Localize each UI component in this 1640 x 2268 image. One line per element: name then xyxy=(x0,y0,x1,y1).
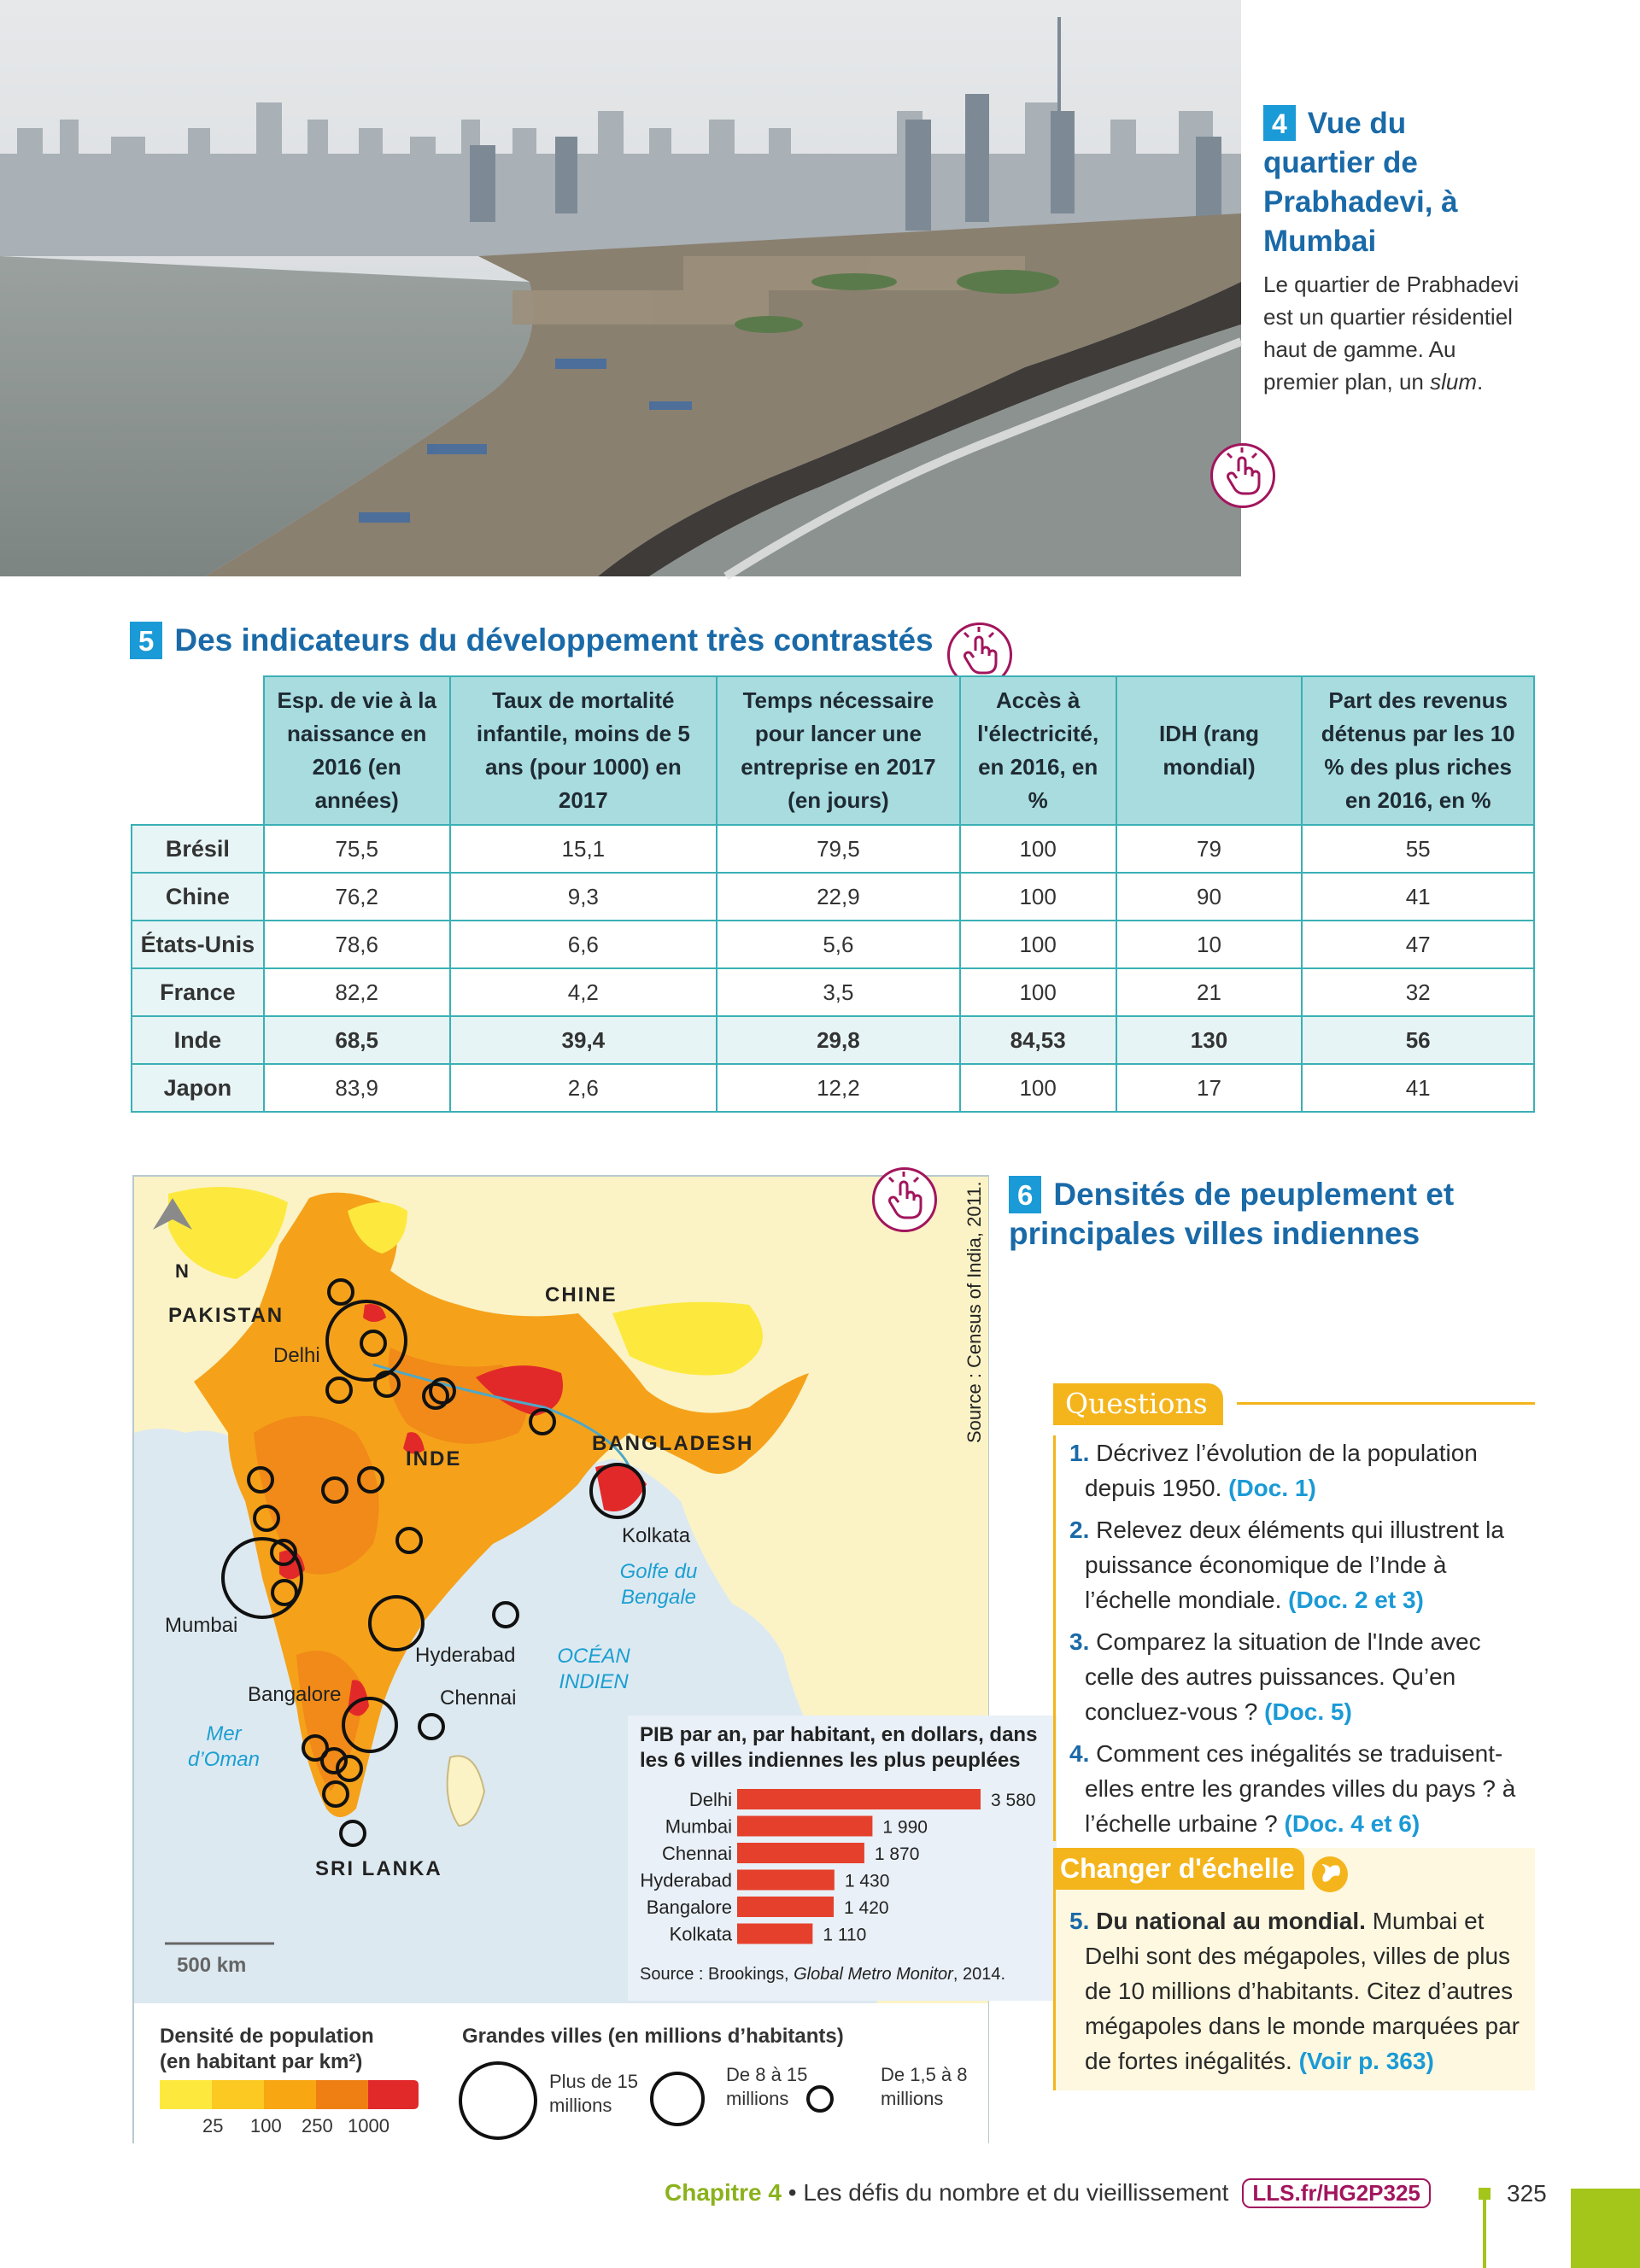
bar-value-label: 1 420 xyxy=(844,1898,889,1918)
questions-list xyxy=(1053,1435,1535,1841)
north-label: N xyxy=(175,1260,190,1282)
country-cell: France xyxy=(132,968,264,1016)
doc6-number: 6 xyxy=(1009,1176,1041,1213)
question-item: 3. Comparez la situation de l'Inde avec celle des autres puissances. Qu’en concluez-vous ? (Doc. 5) xyxy=(1069,1628,1481,1725)
table-cell: 3,5 xyxy=(717,968,960,1016)
country-cell: Chine xyxy=(132,873,264,921)
table-cell: 9,3 xyxy=(450,873,717,921)
gdp-bar-chart xyxy=(628,1784,1057,1963)
sea-label-oman: Mer d’Oman xyxy=(187,1722,261,1771)
table-cell: 6,6 xyxy=(450,921,717,968)
density-tick: 250 xyxy=(302,2115,333,2136)
bar-value-label: 1 870 xyxy=(874,1844,920,1864)
questions-divider xyxy=(1237,1402,1535,1405)
indicators-table xyxy=(131,675,1535,1113)
column-header: Temps nécessaire pour lancer une entreprise en 2017 (en jours) xyxy=(717,676,960,825)
legend-city-medium: De 8 à 15 millions xyxy=(726,2064,808,2109)
table-cell: 78,6 xyxy=(264,921,450,968)
country-cell: Inde xyxy=(132,1016,264,1064)
table-cell: 4,2 xyxy=(450,968,717,1016)
footer-separator: • xyxy=(781,2179,804,2206)
legend-city-small: De 1,5 à 8 millions xyxy=(881,2064,968,2109)
table-cell: 82,2 xyxy=(264,968,450,1016)
doc5-title: Des indicateurs du développement très contrastés xyxy=(174,623,934,658)
questions-panel xyxy=(1053,1383,1535,2090)
table-cell: 75,5 xyxy=(264,825,450,873)
legend-density-title: Densité de population (en habitant par km²) xyxy=(160,2025,374,2073)
map-legend xyxy=(134,2003,988,2144)
question-item: 5. Du national au mondial. Mumbai et Delhi sont des mégapoles, villes de plus de 10 millions d’habitants. Citez d’autres mégapoles dans le monde marquées par de fortes inégalités. (Voir p. 363) xyxy=(1069,1907,1520,2074)
sea-label-bengal: Golfe du Bengale xyxy=(619,1560,698,1609)
table-cell: 17 xyxy=(1116,1064,1303,1112)
table-cell: 39,4 xyxy=(450,1016,717,1064)
table-cell: 2,6 xyxy=(450,1064,717,1112)
page-footer xyxy=(665,2178,1431,2208)
table-cell: 100 xyxy=(960,873,1116,921)
table-cell: 100 xyxy=(960,1064,1116,1112)
table-cell: 84,53 xyxy=(960,1016,1116,1064)
bar-category-label: Bangalore xyxy=(646,1897,732,1918)
table-cell: 32 xyxy=(1302,968,1534,1016)
mumbai-photo xyxy=(0,0,1241,576)
table-row xyxy=(132,968,1534,1016)
density-swatch-3 xyxy=(264,2080,316,2109)
doc4-block xyxy=(1263,104,1520,398)
doc6-title: Densités de peuplement et principales villes indiennes xyxy=(1009,1177,1455,1251)
table-cell: 130 xyxy=(1116,1016,1303,1064)
table-cell: 22,9 xyxy=(717,873,960,921)
table-corner xyxy=(132,676,264,825)
questions-tab: Questions xyxy=(1053,1383,1223,1425)
country-label-pakistan: PAKISTAN xyxy=(168,1304,284,1327)
city-label-hyderabad: Hyderabad xyxy=(415,1644,516,1667)
country-cell: États-Unis xyxy=(132,921,264,968)
density-swatch-2 xyxy=(212,2080,264,2109)
table-cell: 100 xyxy=(960,921,1116,968)
doc-reference[interactable]: (Doc. 1) xyxy=(1228,1475,1316,1501)
density-tick: 1000 xyxy=(348,2115,390,2136)
gdp-bar xyxy=(737,1789,981,1809)
footer-marker xyxy=(1479,2188,1491,2200)
city-label-bangalore: Bangalore xyxy=(248,1683,342,1706)
table-cell: 83,9 xyxy=(264,1064,450,1112)
doc4-caption: Le quartier de Prabhadevi est un quartier résidentiel haut de gamme. Au premier plan, un slum. xyxy=(1263,272,1520,395)
country-label-china: CHINE xyxy=(545,1283,618,1306)
column-header: Part des revenus détenus par les 10 % des plus riches en 2016, en % xyxy=(1302,676,1534,825)
question-item: 2. Relevez deux éléments qui illustrent la puissance économique de l’Inde à l’échelle mondiale. (Doc. 2 et 3) xyxy=(1069,1517,1504,1613)
doc-reference[interactable]: (Doc. 4 et 6) xyxy=(1284,1810,1420,1837)
density-swatch-4 xyxy=(316,2080,368,2109)
table-cell: 90 xyxy=(1116,873,1303,921)
footer-rule xyxy=(1483,2200,1486,2268)
doc4-title: Vue du quartier de Prabhadevi, à Mumbai xyxy=(1263,107,1458,258)
gdp-chart-box xyxy=(628,1716,1057,2001)
footer-link[interactable]: LLS.fr/HG2P325 xyxy=(1242,2178,1431,2208)
footer-subtitle: Les défis du nombre et du vieillissement xyxy=(803,2179,1229,2206)
doc4-number: 4 xyxy=(1263,105,1296,141)
table-cell: 12,2 xyxy=(717,1064,960,1112)
gdp-bar xyxy=(737,1816,872,1837)
table-cell: 41 xyxy=(1302,1064,1534,1112)
doc-reference[interactable]: (Voir p. 363) xyxy=(1298,2047,1434,2074)
country-cell: Brésil xyxy=(132,825,264,873)
legend-city-large: Plus de 15 millions xyxy=(549,2071,638,2116)
density-swatch-5 xyxy=(368,2080,419,2109)
gdp-bar xyxy=(737,1870,835,1891)
country-label-bangladesh: BANGLADESH xyxy=(592,1432,754,1455)
bar-value-label: 1 430 xyxy=(844,1871,890,1891)
bar-category-label: Hyderabad xyxy=(640,1869,732,1891)
doc5-heading xyxy=(130,622,934,659)
table-cell: 15,1 xyxy=(450,825,717,873)
gdp-chart-source: Source : Brookings, Global Metro Monitor, 2014. xyxy=(640,1965,1006,1984)
question-item: 1. Décrivez l’évolution de la population depuis 1950. (Doc. 1) xyxy=(1069,1440,1478,1501)
density-scale xyxy=(160,2078,420,2111)
table-cell: 79 xyxy=(1116,825,1303,873)
hand-pointer-icon[interactable] xyxy=(872,1167,937,1232)
page-number: 325 xyxy=(1507,2180,1547,2207)
doc6-block xyxy=(1009,1175,1487,1254)
map-source: Source : Census of India, 2011. xyxy=(964,1181,985,1443)
density-swatch-1 xyxy=(160,2080,212,2109)
table-cell: 29,8 xyxy=(717,1016,960,1064)
table-cell: 47 xyxy=(1302,921,1534,968)
table-cell: 79,5 xyxy=(717,825,960,873)
table-cell: 100 xyxy=(960,825,1116,873)
globe-icon xyxy=(1309,1854,1350,1895)
table-cell: 68,5 xyxy=(264,1016,450,1064)
city-label-chennai: Chennai xyxy=(440,1686,517,1710)
city-label-mumbai: Mumbai xyxy=(165,1614,238,1637)
scale-change-block xyxy=(1053,1848,1535,2090)
bar-category-label: Kolkata xyxy=(669,1923,732,1945)
sea-label-ocean: OCÉAN INDIEN xyxy=(557,1645,630,1693)
city-circle-medium xyxy=(652,2073,703,2125)
table-cell: 56 xyxy=(1302,1016,1534,1064)
table-cell: 100 xyxy=(960,968,1116,1016)
table-cell: 76,2 xyxy=(264,873,450,921)
doc5-number: 5 xyxy=(130,622,162,659)
column-header: Taux de mortalité infantile, moins de 5 ans (pour 1000) en 2017 xyxy=(450,676,717,825)
gdp-chart-title: PIB par an, par habitant, en dollars, dans les 6 villes indiennes les plus peuplées xyxy=(640,1723,1038,1772)
legend-cities-title: Grandes villes (en millions d’habitants) xyxy=(462,2025,844,2048)
scale-change-tab: Changer d'échelle xyxy=(1053,1848,1304,1890)
page-corner-tab xyxy=(1571,2189,1640,2268)
column-header: Esp. de vie à la naissance en 2016 (en années) xyxy=(264,676,450,825)
bar-value-label: 1 110 xyxy=(823,1925,867,1945)
table-row xyxy=(132,873,1534,921)
gdp-bar xyxy=(737,1843,864,1863)
question-item: 4. Comment ces inégalités se traduisent-elles entre les grandes villes du pays ? à l’échelle urbaine ? (Doc. 4 et 6) xyxy=(1069,1740,1516,1837)
doc-reference[interactable]: (Doc. 5) xyxy=(1264,1698,1352,1725)
table-cell: 41 xyxy=(1302,873,1534,921)
bar-category-label: Delhi xyxy=(688,1789,732,1810)
column-header: Accès à l'électricité, en 2016, en % xyxy=(960,676,1116,825)
table-cell: 10 xyxy=(1116,921,1303,968)
table-cell: 21 xyxy=(1116,968,1303,1016)
gdp-bar xyxy=(737,1897,834,1917)
table-row xyxy=(132,1064,1534,1112)
country-label-srilanka: SRI LANKA xyxy=(315,1857,442,1880)
city-circle-large xyxy=(460,2063,536,2138)
gdp-bar xyxy=(737,1924,812,1944)
bar-value-label: 3 580 xyxy=(991,1791,1036,1810)
footer-chapter: Chapitre 4 xyxy=(665,2179,782,2206)
doc-reference[interactable]: (Doc. 2 et 3) xyxy=(1288,1587,1424,1613)
country-cell: Japon xyxy=(132,1064,264,1112)
bar-value-label: 1 990 xyxy=(882,1817,928,1838)
density-tick: 25 xyxy=(202,2115,224,2136)
bar-category-label: Chennai xyxy=(662,1843,732,1864)
india-density-map xyxy=(132,1175,1038,2143)
city-label-delhi: Delhi xyxy=(273,1344,320,1367)
country-label-india: INDE xyxy=(406,1447,462,1470)
bar-category-label: Mumbai xyxy=(665,1815,732,1838)
table-cell: 55 xyxy=(1302,825,1534,873)
column-header: IDH (rang mondial) xyxy=(1116,676,1303,825)
table-cell: 5,6 xyxy=(717,921,960,968)
hand-pointer-icon[interactable] xyxy=(1210,443,1275,508)
table-row xyxy=(132,921,1534,968)
city-label-kolkata: Kolkata xyxy=(622,1524,691,1547)
scale-label: 500 km xyxy=(177,1954,247,1977)
density-tick: 100 xyxy=(250,2115,282,2136)
table-header-row xyxy=(132,676,1534,825)
table-row-highlighted xyxy=(132,1016,1534,1064)
table-row xyxy=(132,825,1534,873)
